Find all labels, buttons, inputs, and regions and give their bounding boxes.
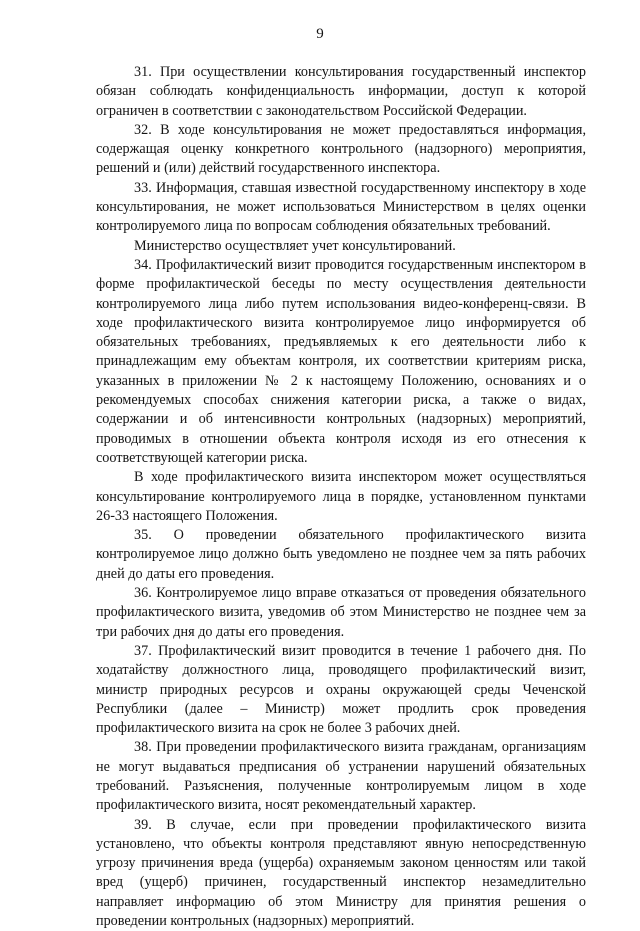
paragraph-38: 38. При проведении профилактического визита гражданам, организациям не могут выдаваться предписания об устранении нарушений обязательных требований. Разъяснения, полученные контролируемым лицом в ходе профилактического визита, носят рекомендательный характер.: [96, 739, 586, 814]
paragraph-33: 33. Информация, ставшая известной государственному инспектору в ходе консультирования, не может использоваться Министерством в целях оценки контролируемого лица по вопросам соблюдения обязательных требований.: [96, 179, 586, 235]
paragraph-31: 31. При осуществлении консультирования государственный инспектор обязан соблюдать конфиденциальность информации, доступ к которой ограничен в соответствии с законодательством Российской Федерации.: [96, 64, 586, 119]
page-number: 9: [316, 26, 324, 42]
paragraph-34: 34. Профилактический визит проводится государственным инспектором в форме профилактической беседы по месту осуществления деятельности контролируемого лица либо путем использования видео-конференц-связи. В ходе профилактического визита контролируемое лицо информируется об обязательных требованиях, предъявляемых к его деятельности либо к принадлежащим ему объектам контроля, их соответствии критериям риска, указанных в приложении № 2 к настоящему Положению, основаниях и о рекомендуемых способах снижения категории риска, а также о видах, содержании и об интенсивности контрольных (надзорных) мероприятий, проводимых в отношении объекта контроля исходя из его отнесения к соответствующей категории риска.: [96, 256, 586, 466]
paragraph-32: 32. В ходе консультирования не может предоставляться информация, содержащая оценку конкретного контрольного (надзорного) мероприятия, решений и (или) действий государственного инспектора.: [96, 121, 586, 177]
paragraph-35: 35. О проведении обязательного профилактического визита контролируемое лицо должно быть уведомлено не позднее чем за пять рабочих дней до даты его проведения.: [96, 527, 586, 582]
paragraph-39: 39. В случае, если при проведении профилактического визита установлено, что объекты контроля представляют явную непосредственную угрозу причинения вреда (ущерба) охраняемым законом ценностям или такой вред (ущерб) причинен, государственный инспектор незамедлительно направляет информацию об этом Министру для принятия решения о проведении контрольных (надзорных) мероприятий.: [96, 816, 586, 930]
paragraph-37: 37. Профилактический визит проводится в течение 1 рабочего дня. По ходатайству должностного лица, проводящего профилактический визит, министр природных ресурсов и охраны окружающей среды Чеченской Республики (далее – Министр) может продлить срок проведения профилактического визита на срок не более 3 рабочих дней.: [96, 642, 586, 737]
paragraph-36: 36. Контролируемое лицо вправе отказаться от проведения обязательного профилактического визита, уведомив об этом Министерство не позднее чем за три рабочих дня до даты его проведения.: [96, 585, 586, 640]
paragraph-34-note: В ходе профилактического визита инспектором может осуществляться консультирование контролируемого лица в порядке, установленном пунктами 26-33 настоящего Положения.: [96, 469, 586, 524]
paragraph-33-note: Министерство осуществляет учет консультирований.: [134, 237, 456, 254]
document-body: [96, 63, 586, 931]
